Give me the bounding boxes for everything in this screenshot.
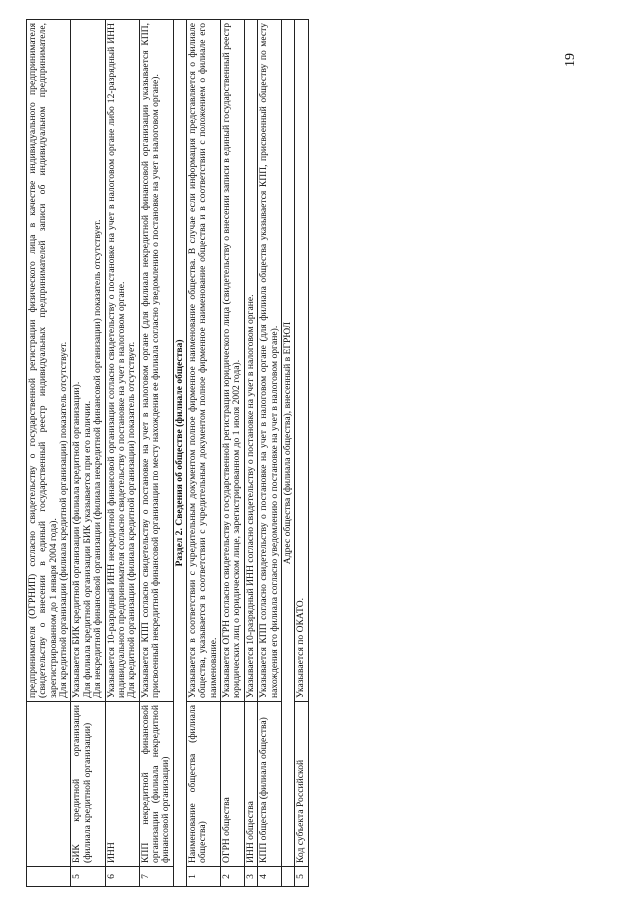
section-title: Раздел 2. Сведения об обществе (филиале общества) bbox=[173, 20, 186, 887]
row-number: 1 bbox=[187, 867, 221, 887]
section-header-row bbox=[173, 20, 186, 887]
description-line: Указывается ОГРН согласно свидетельству о государственной регистрации юридического лица (свидетельству о внесении записи в единый государственный реестр юридических лиц о юридическом лице, зарегистрированном до 1 июля 2002 года). bbox=[221, 23, 243, 698]
table-row bbox=[27, 20, 71, 887]
table-row bbox=[71, 20, 105, 887]
row-number: 7 bbox=[139, 867, 173, 887]
description-line: Указывается по ОКАТО. bbox=[295, 597, 307, 698]
instructions-table bbox=[26, 19, 309, 887]
description-line: Для некредитной финансовой организации (филиала некредитной финансовой организации) показатель отсутствует. bbox=[92, 219, 104, 698]
table-row bbox=[295, 20, 308, 887]
description-line: Для кредитной организации (филиала кредитной организации) показатель отсутствует. bbox=[58, 341, 70, 698]
row-name: Код субъекта Российской bbox=[295, 702, 308, 867]
description-line: Указывается 10-разрядный ИНН некредитной финансовой организации согласно свидетельству о постановке на учет в налоговом органе либо 12-разрядный ИНН индивидуального предпринимателя согласно свидетельству о постановке на учет в налоговом органе. bbox=[105, 23, 127, 698]
address-row bbox=[281, 20, 294, 887]
page-number: 19 bbox=[563, 53, 578, 67]
row-number: 2 bbox=[221, 867, 245, 887]
address-subheading: Адрес общества (филиала общества), внесенный в ЕГРЮЛ bbox=[281, 20, 294, 867]
description-line: Указывается 10-разрядный ИНН согласно свидетельству о постановке на учет в налоговом органе. bbox=[244, 294, 256, 698]
description-line: Для филиала кредитной организации БИК указывается при его наличии. bbox=[81, 400, 93, 698]
table-row bbox=[139, 20, 173, 887]
row-description-cell bbox=[244, 20, 257, 702]
row-name: Наименование общества (филиала общества) bbox=[187, 702, 221, 867]
row-description-cell bbox=[221, 20, 245, 702]
table-row bbox=[244, 20, 257, 887]
row-description-cell bbox=[187, 20, 221, 702]
table-row bbox=[258, 20, 282, 887]
row-number: 3 bbox=[244, 867, 257, 887]
table-row bbox=[105, 20, 139, 887]
description-line: Указывается КПП согласно свидетельству о постановке на учет в налоговом органе (для филиала некредитной финансовой организации указывается КПП, присвоенный некредитной финансовой организации по месту нахождения ее филиала согласно уведомлению о постановке на учет в налоговом органе). bbox=[139, 23, 161, 698]
row-name-cell bbox=[27, 702, 71, 867]
row-description-cell bbox=[295, 20, 308, 702]
row-name: ОГРН общества bbox=[221, 702, 245, 867]
row-number-cell bbox=[281, 867, 294, 887]
description-line: предпринимателя (ОГРНИП) согласно свидетельству о государственной регистрации физического лица в качестве индивидуального предпринимателя (свидетельству о внесении в единый государственный реестр индивидуальных предпринимателей записи об индивидуальном предпринимателе, зарегистрированном до 1 января 2004 года). bbox=[27, 23, 59, 698]
row-number: 5 bbox=[71, 867, 105, 887]
row-description-cell bbox=[27, 20, 71, 702]
row-name: ИНН общества bbox=[244, 702, 257, 867]
description-line: Указывается КПП согласно свидетельству о постановке на учет в налоговом органе (для филиала общества указывается КПП, присвоенный обществу по месту нахождения его филиала согласно уведомлению о постановке на учет в налоговом органе). bbox=[258, 23, 280, 698]
row-name: КПП некредитной финансовой организации (филиала некредитной финансовой организации) bbox=[139, 702, 173, 867]
row-name: ИНН bbox=[105, 702, 139, 867]
row-number: 6 bbox=[105, 867, 139, 887]
row-name: КПП общества (филиала общества) bbox=[258, 702, 282, 867]
row-description-cell bbox=[139, 20, 173, 702]
row-number: 5 bbox=[295, 867, 308, 887]
table-row bbox=[221, 20, 245, 887]
row-name: БИК кредитной организации (филиала кредитной организации) bbox=[71, 702, 105, 867]
rotated-document bbox=[26, 20, 309, 887]
row-number: 4 bbox=[258, 867, 282, 887]
row-number-cell bbox=[27, 867, 71, 887]
description-line: Указывается в соответствии с учредительным документом полное фирменное наименование общества. В случае если информация представляется о филиале общества, указывается в соответствии с учредительным документом полное фирменное наименование общества и в соответствии с положением о филиале его наименование. bbox=[187, 23, 219, 698]
description-line: Для кредитной организации (филиала кредитной организации) показатель отсутствует. bbox=[126, 341, 138, 698]
row-description-cell bbox=[71, 20, 105, 702]
row-description-cell bbox=[105, 20, 139, 702]
description-line: Указывается БИК кредитной организации (филиала кредитной организации). bbox=[71, 381, 83, 698]
row-description-cell bbox=[258, 20, 282, 702]
table-row bbox=[187, 20, 221, 887]
